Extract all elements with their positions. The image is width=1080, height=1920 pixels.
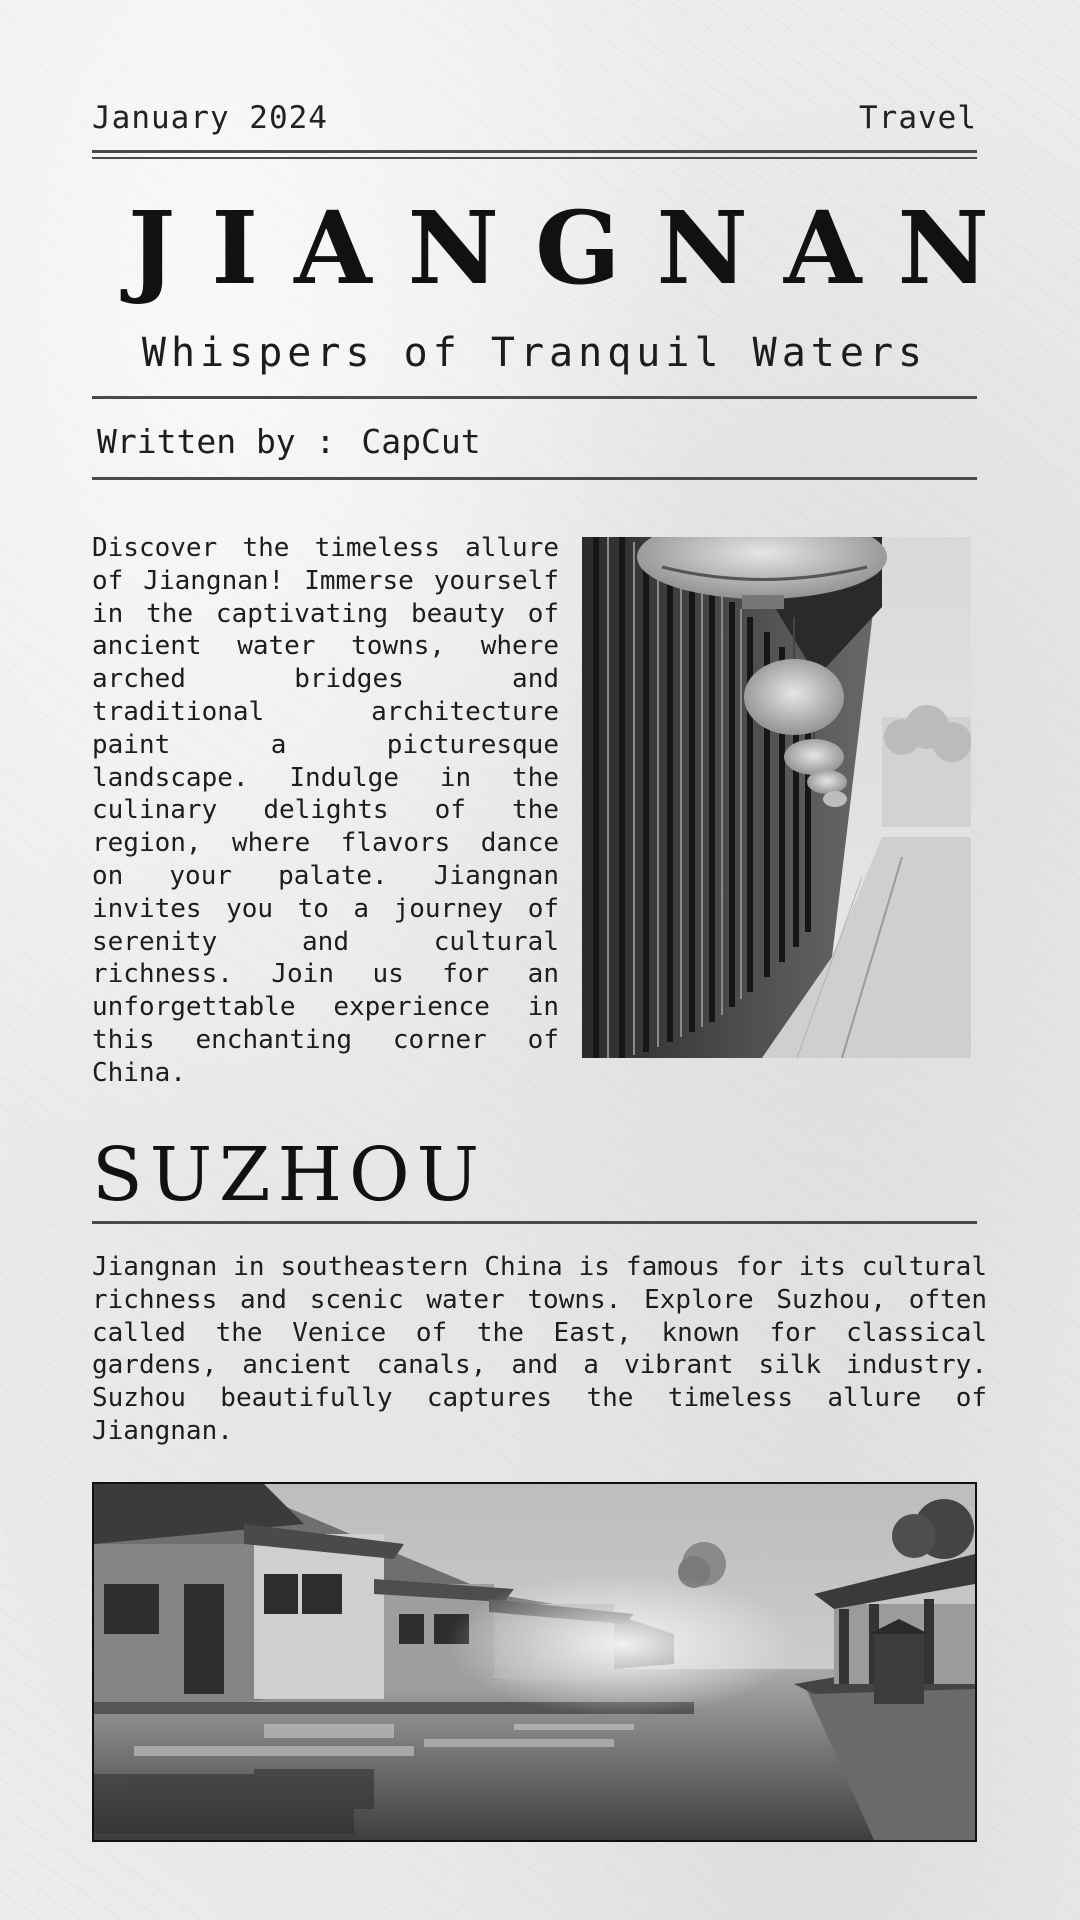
section-paragraph: Jiangnan in southeastern China is famous for its cultural richness and scenic water towns. Explore Suzhou, often called the Venice of the East, known for classical gardens, ancient canals, and a vibrant silk industry. Suzhou beautifully captures the timeless allure of Jiangnan. xyxy=(92,1252,987,1446)
intro-paragraph: Discover the timeless allure of Jiangnan! Immerse yourself in the captivating beauty of ancient water towns, where arched bridges and traditional architecture paint a picturesque landscape. Indulge in the culinary delights of the region, where flavors dance on your palate. Jiangnan invites you to a journey of serenity and cultural richness. Join us for an unforgettable experience in this enchanting corner of China. xyxy=(92,533,559,1088)
header-divider-bottom xyxy=(92,157,977,159)
section-divider xyxy=(92,1221,977,1224)
header-divider-top xyxy=(92,150,977,153)
section-heading: SUZHOU xyxy=(92,1132,487,1218)
byline-author: CapCut xyxy=(361,422,481,461)
byline xyxy=(97,422,481,461)
lantern-alley-photo xyxy=(582,537,971,1058)
issue-date: January 2024 xyxy=(92,100,328,136)
byline-divider-bottom xyxy=(92,477,977,480)
masthead-title: JIANGNAN xyxy=(128,189,1025,307)
canal-town-photo xyxy=(92,1482,977,1842)
byline-label: Written by : xyxy=(97,422,336,461)
masthead-subtitle: Whispers of Tranquil Waters xyxy=(141,330,928,376)
byline-divider-top xyxy=(92,396,977,399)
section-label: Travel xyxy=(859,100,977,136)
